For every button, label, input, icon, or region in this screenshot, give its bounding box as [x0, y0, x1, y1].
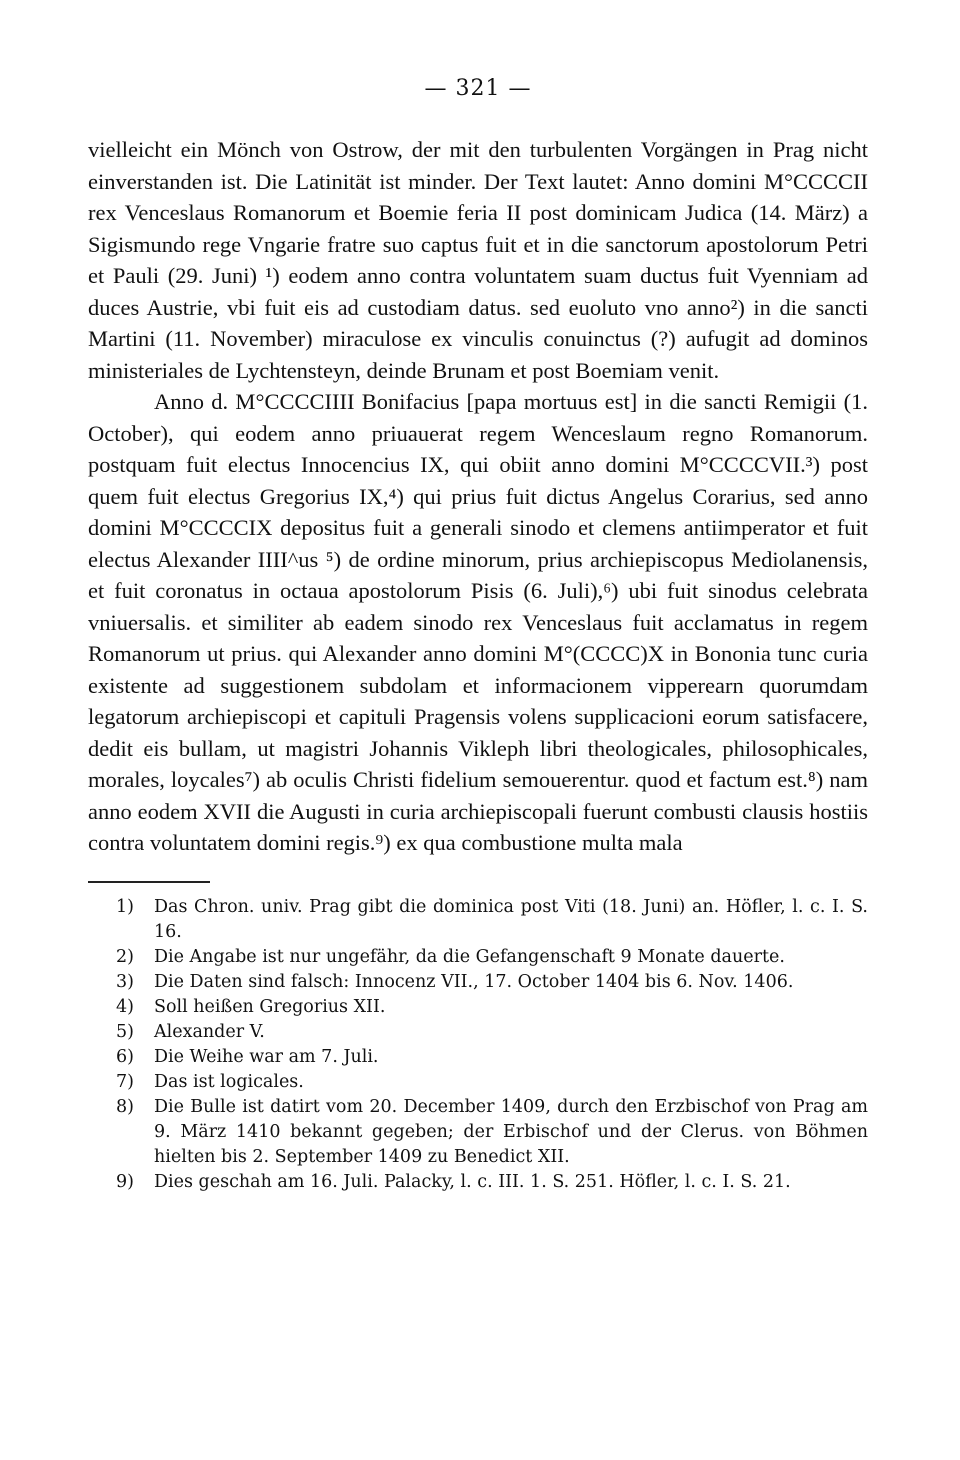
footnote-text: Die Weihe war am 7. Juli.	[154, 1046, 379, 1067]
footnote-number: 7)	[116, 1071, 134, 1092]
footnote-1	[116, 895, 868, 945]
footnote-5	[116, 1020, 868, 1045]
footnote-text: Die Bulle ist datirt vom 20. December 1409, durch den Erzbischof von Prag am 9. März 1410 bekannt gegeben; der Erbischof und der Clerus. von Böhmen hielten bis 2. September 1409 zu Benedict XII.	[154, 1096, 868, 1167]
footnote-9	[116, 1170, 868, 1195]
footnote-text: Das Chron. univ. Prag gibt die dominica post Viti (18. Juni) an. Höfler, l. c. I. S. 16.	[154, 896, 868, 942]
footnote-number: 9)	[116, 1171, 134, 1192]
footnote-4	[116, 995, 868, 1020]
footnote-separator	[88, 881, 210, 883]
footnote-3	[116, 970, 868, 995]
footnote-text: Soll heißen Gregorius XII.	[154, 996, 386, 1017]
page-number: — 321 —	[424, 76, 532, 101]
footnote-number: 1)	[116, 896, 134, 917]
paragraph-2: Anno d. M°CCCCIIII Bonifacius [papa mortuus est] in die sancti Remigii (1. October), qui eodem anno priuauerat regem Wenceslaum regno Romanorum. postquam fuit electus Innocencius IX, qui obiit anno domini M°CCCCVII.³) post quem fuit electus Gregorius IX,⁴) qui prius fuit dictus Angelus Corarius, sed anno domini M°CCCCIX depositus fuit a generali sinodo et clemens antiimperator et fuit electus Alexander IIII^us ⁵) de ordine minorum, prius archiepiscopus Mediolanensis, et fuit coronatus in octaua apostolorum Pisis (6. Juli),⁶) ubi fuit sinodus celebrata vniuersalis. et similiter ab eadem sinodo rex Venceslaus fuit acclamatus in regem Romanorum ut prius. qui Alexander anno domini M°(CCCC)X in Bononia tunc curia existente ad suggestionem subdolam et informacionem vipperearn quorumdam legatorum archiepiscopi et capituli Pragensis volens supplicacioni eorum satisfacere, dedit eis bullam, ut magistri Johannis Vikleph libri theologicales, philosophicales, morales, loycales⁷) ab oculis Christi fidelium semouerentur. quod et factum est.⁸) nam anno eodem XVII die Augusti in curia archiepiscopali fuerunt combusti clausis hostiis contra voluntatem domini regis.⁹) ex qua combustione multa mala	[88, 389, 868, 855]
book-page	[88, 68, 868, 1195]
paragraph-1: vielleicht ein Mönch von Ostrow, der mit den turbulenten Vorgängen in Prag nicht einverstanden ist. Die Latinität ist minder. Der Text lautet: Anno domini M°CCCCII rex Venceslaus Romanorum et Boemie feria II post dominicam Judica (14. März) a Sigismundo rege Vngarie fratre suo captus fuit et in die sanctorum apostolorum Petri et Pauli (29. Juni) ¹) eodem anno contra voluntatem suam ductus fuit Vyenniam ad duces Austrie, vbi fuit eis ad custodiam datus. sed euoluto vno anno²) in die sancti Martini (11. November) miraculose ex vinculis conuinctus (?) aufugit ad dominos ministeriales de Lychtensteyn, deinde Brunam et post Boemiam venit.	[88, 137, 868, 383]
footnote-7	[116, 1070, 868, 1095]
footnote-number: 6)	[116, 1046, 134, 1067]
footnote-2	[116, 945, 868, 970]
footnote-number: 2)	[116, 946, 134, 967]
footnotes	[88, 895, 868, 1195]
footnote-text: Die Daten sind falsch: Innocenz VII., 17. October 1404 bis 6. Nov. 1406.	[154, 971, 794, 992]
footnote-text: Die Angabe ist nur ungefähr, da die Gefangenschaft 9 Monate dauerte.	[154, 946, 785, 967]
footnote-text: Das ist logicales.	[154, 1071, 304, 1092]
footnote-6	[116, 1045, 868, 1070]
footnote-text: Dies geschah am 16. Juli. Palacky, l. c. III. 1. S. 251. Höfler, l. c. I. S. 21.	[154, 1171, 791, 1192]
footnote-number: 8)	[116, 1096, 134, 1117]
footnote-text: Alexander V.	[154, 1021, 265, 1042]
footnote-number: 5)	[116, 1021, 134, 1042]
footnote-8	[116, 1095, 868, 1170]
footnote-number: 4)	[116, 996, 134, 1017]
footnote-number: 3)	[116, 971, 134, 992]
main-text	[88, 134, 868, 859]
